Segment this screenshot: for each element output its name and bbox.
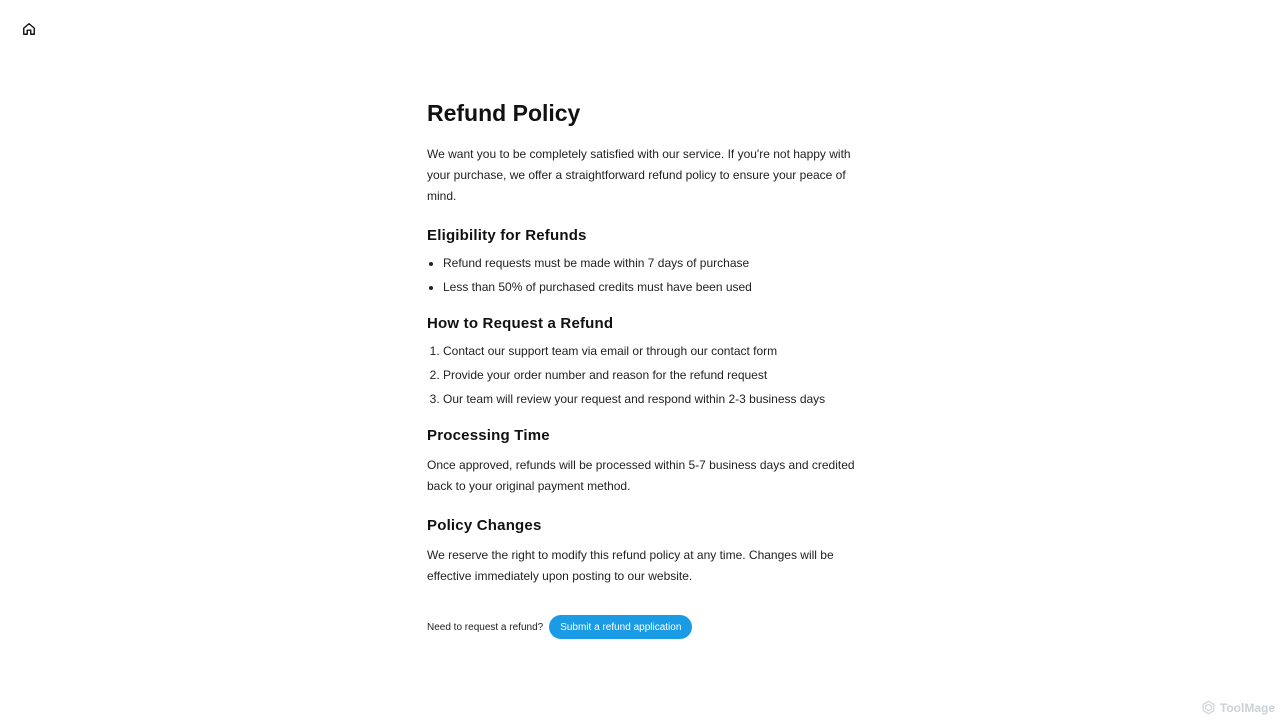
list-item: • Less than 50% of purchased credits must have been used	[443, 279, 857, 295]
eligibility-section	[427, 226, 857, 295]
list-item: • Refund requests must be made within 7 days of purchase	[443, 255, 857, 271]
cta-prompt: Need to request a refund?	[427, 621, 544, 633]
eligibility-heading: Eligibility for Refunds	[427, 227, 587, 244]
processing-text: Once approved, refunds will be processed within 5-7 business days and credited back to your original payment method.	[427, 458, 855, 493]
how-to-section	[427, 314, 857, 407]
intro-paragraph: We want you to be completely satisfied with our service. If you're not happy with your purchase, we offer a straightforward refund policy to ensure your peace of mind.	[427, 147, 851, 203]
policy-changes-section	[427, 516, 857, 587]
policy-changes-heading: Policy Changes	[427, 517, 542, 534]
list-item: 1. Contact our support team via email or through our contact form	[443, 343, 857, 359]
refund-cta	[427, 615, 857, 639]
processing-heading: Processing Time	[427, 427, 550, 444]
policy-changes-text: We reserve the right to modify this refund policy at any time. Changes will be effective immediately upon posting to our website.	[427, 548, 834, 583]
how-to-steps	[427, 343, 857, 407]
submit-refund-button[interactable]: Submit a refund application	[549, 615, 692, 639]
list-item: 3. Our team will review your request and respond within 2-3 business days	[443, 391, 857, 407]
eligibility-list	[427, 255, 857, 295]
refund-policy-content	[427, 99, 857, 639]
how-to-heading: How to Request a Refund	[427, 315, 614, 332]
home-icon	[22, 22, 36, 36]
page-title: Refund Policy	[427, 100, 581, 126]
home-button[interactable]	[20, 20, 38, 38]
processing-section	[427, 426, 857, 497]
watermark-text: ToolMage	[1219, 700, 1275, 715]
list-item: 2. Provide your order number and reason for the refund request	[443, 367, 857, 383]
logo-icon	[1201, 700, 1216, 715]
watermark	[1201, 700, 1275, 715]
